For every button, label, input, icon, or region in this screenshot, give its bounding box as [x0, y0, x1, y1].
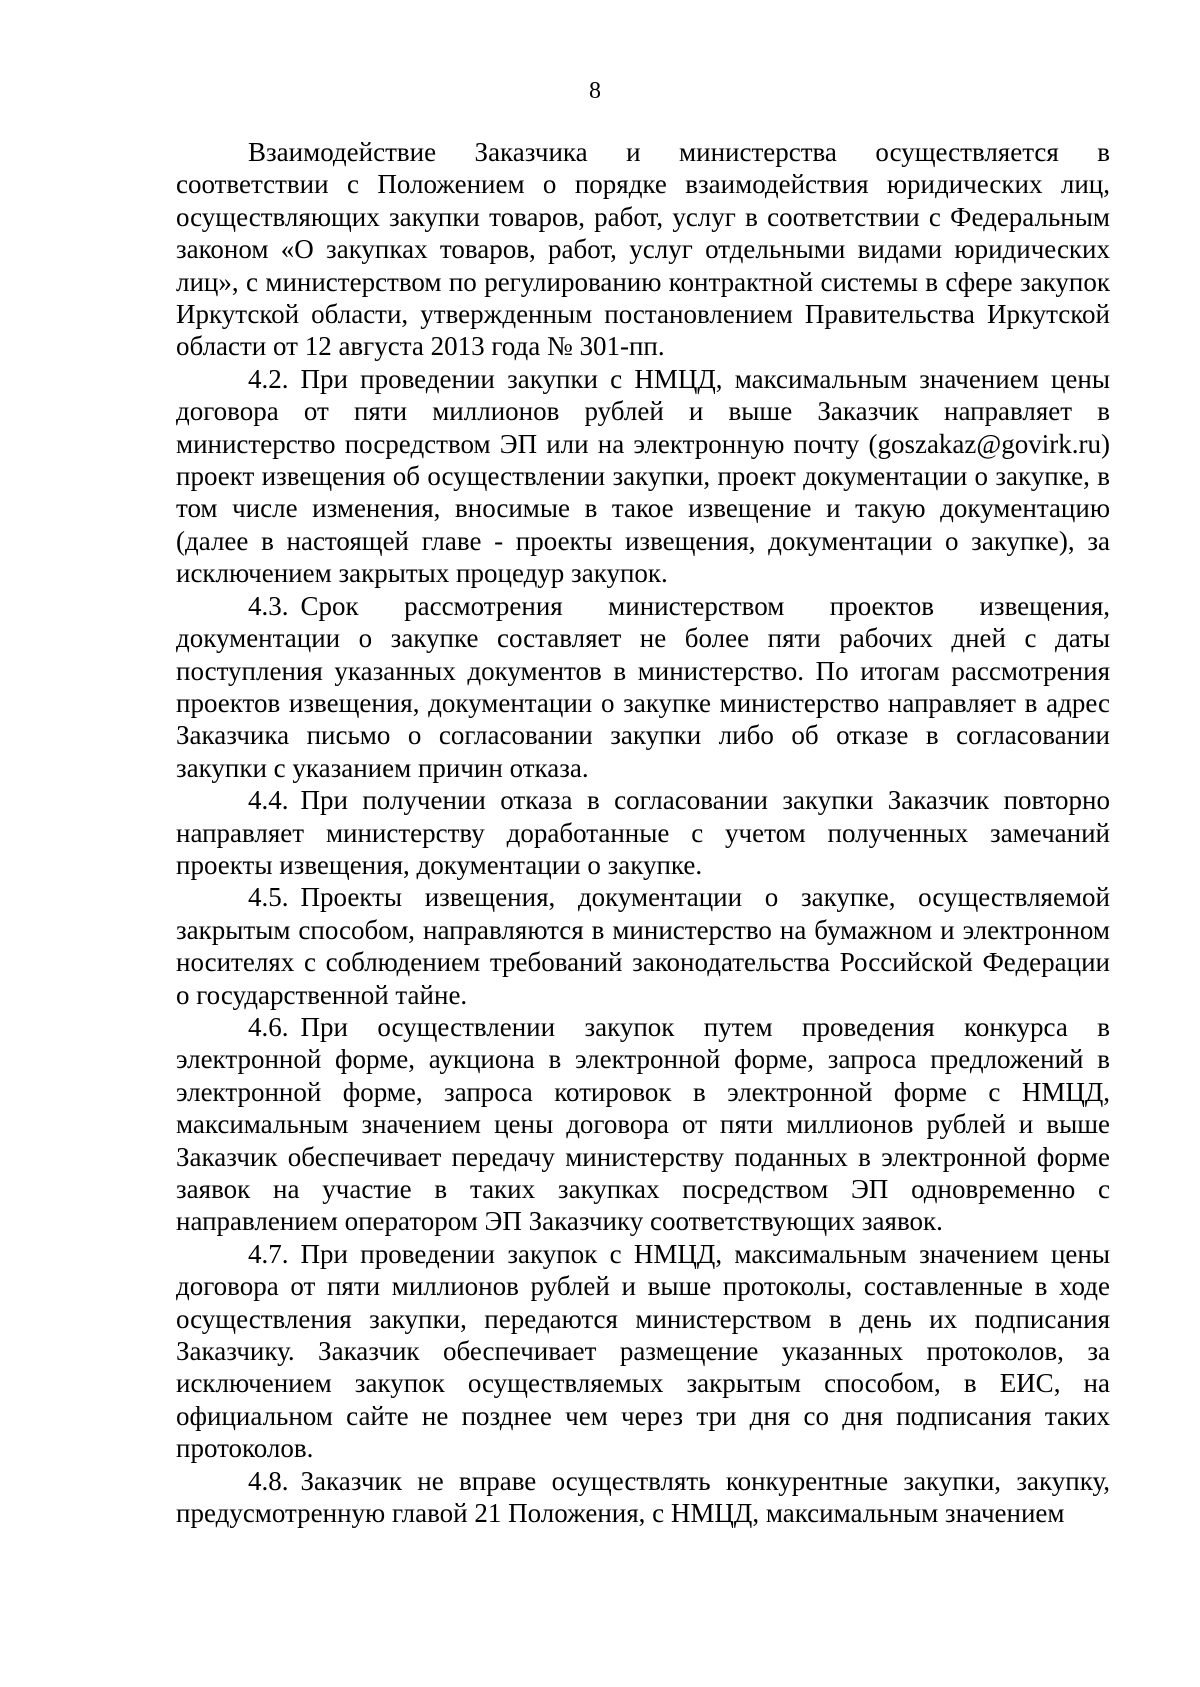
paragraph-text: Заказчик не вправе осуществлять конкурентные закупки, закупку, предусмотренную главой 21 Положения, с НМЦД, максимальным значением	[176, 1465, 1110, 1529]
paragraph-number: 4.5.	[248, 882, 289, 913]
paragraph-4-4	[176, 784, 1110, 881]
paragraph-4-5	[176, 881, 1110, 1011]
paragraph-number: 4.2.	[248, 363, 289, 394]
paragraph-4-3	[176, 590, 1110, 784]
paragraph-4-8	[176, 1465, 1110, 1530]
paragraph-4-7	[176, 1238, 1110, 1465]
paragraph-text: При проведении закупки с НМЦД, максимальным значением цены договора от пяти миллионов рублей и выше Заказчик направляет в министерство посредством ЭП или на электронную почту (goszakaz@govirk.ru) проект извещения об осуществлении закупки, проект документации о закупке, в том числе изменения, вносимые в такое извещение и такую документацию (далее в настоящей главе - проекты извещения, документации о закупке), за исключением закрытых процедур закупок.	[176, 363, 1110, 589]
paragraph-text: Проекты извещения, документации о закупке, осуществляемой закрытым способом, направляются в министерство на бумажном и электронном носителях с соблюдением требований законодательства Российской Федерации о государственной тайне.	[176, 882, 1110, 1010]
paragraph-number: 4.6.	[248, 1011, 289, 1042]
page-number: 8	[589, 78, 601, 104]
paragraph-text: Взаимодействие Заказчика и министерства осуществляется в соответствии с Положением о порядке взаимодействия юридических лиц, осуществляющих закупки товаров, работ, услуг в соответствии с Федеральным законом «О закупках товаров, работ, услуг отдельными видами юридических лиц», с министерством по регулированию контрактной системы в сфере закупок Иркутской области, утвержденным постановлением Правительства Иркутской области от 12 августа 2013 года № 301-пп.	[176, 137, 1110, 362]
paragraph-number: 4.7.	[248, 1238, 289, 1269]
paragraph-text: Срок рассмотрения министерством проектов извещения, документации о закупке составляет не более пяти рабочих дней с даты поступления указанных документов в министерство. По итогам рассмотрения проектов извещения, документации о закупке министерство направляет в адрес Заказчика письмо о согласовании закупки либо об отказе в согласовании закупки с указанием причин отказа.	[176, 590, 1110, 783]
paragraph-text: При осуществлении закупок путем проведения конкурса в электронной форме, аукциона в электронной форме, запроса предложений в электронной форме, запроса котировок в электронной форме с НМЦД, максимальным значением цены договора от пяти миллионов рублей и выше Заказчик обеспечивает передачу министерству поданных в электронной форме заявок на участие в таких закупках посредством ЭП одновременно с направлением оператором ЭП Заказчику соответствующих заявок.	[176, 1011, 1110, 1237]
paragraph-number: 4.8.	[248, 1465, 289, 1496]
document-body	[176, 136, 1110, 1529]
paragraph-intro	[176, 136, 1110, 363]
paragraph-text: При проведении закупок с НМЦД, максимальным значением цены договора от пяти миллионов рублей и выше протоколы, составленные в ходе осуществления закупки, передаются министерством в день их подписания Заказчику. Заказчик обеспечивает размещение указанных протоколов, за исключением закупок осуществляемых закрытым способом, в ЕИС, на официальном сайте не позднее чем через три дня со дня подписания таких протоколов.	[176, 1238, 1110, 1464]
paragraph-text: При получении отказа в согласовании закупки Заказчик повторно направляет министерству доработанные с учетом полученных замечаний проекты извещения, документации о закупке.	[176, 785, 1110, 880]
paragraph-4-2	[176, 363, 1110, 590]
paragraph-number: 4.3.	[248, 590, 289, 621]
paragraph-number: 4.4.	[248, 785, 289, 816]
paragraph-4-6	[176, 1011, 1110, 1238]
